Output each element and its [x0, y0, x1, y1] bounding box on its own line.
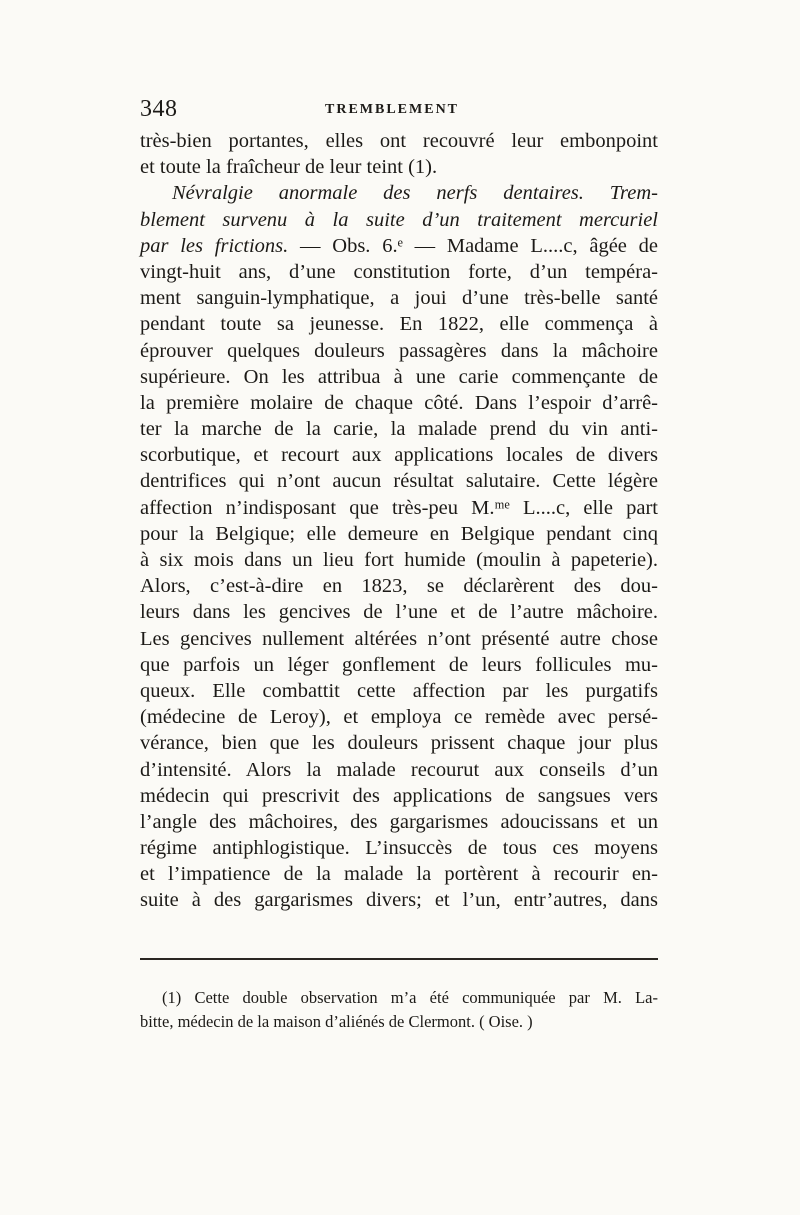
text-line: pour la Belgique; elle demeure en Belgique pendant cinq [140, 522, 658, 545]
section-heading-line: blement survenu à la suite d’un traitement mercuriel [140, 208, 658, 231]
text-line: régime antiphlogistique. L’insuccès de tous ces moyens [140, 837, 658, 860]
text-line: pendant toute sa jeunesse. En 1822, elle commença à [140, 313, 658, 336]
text-line: l’angle des mâchoires, des gargarismes adoucissans et un [140, 810, 658, 833]
heading-rest: — Obs. 6.ᵉ — Madame L....c, âgée de [288, 234, 658, 257]
text-line: supérieure. On les attribua à une carie commençante de [140, 365, 658, 388]
text-line: que parfois un léger gonflement de leurs follicules mu- [140, 653, 658, 676]
text-line: suite à des gargarismes divers; et l’un, entr’autres, dans [140, 889, 658, 912]
text-line: d’intensité. Alors la malade recourut aux conseils d’un [140, 758, 658, 781]
text-line: ter la marche de la carie, la malade prend du vin anti- [140, 418, 658, 441]
text-line: et toute la fraîcheur de leur teint (1). [140, 156, 438, 179]
text-line: la première molaire de chaque côté. Dans l’espoir d’arrê- [140, 391, 658, 414]
section-heading-line [140, 233, 658, 259]
section-heading-line: Névralgie anormale des nerfs dentaires. Trem- [172, 182, 658, 205]
body-text [140, 128, 658, 914]
heading-italic-part: par les frictions. [140, 234, 289, 257]
footnote-line: bitte, médecin de la maison d’aliénés de Clermont. ( Oise. ) [140, 1012, 533, 1031]
text-line: à six mois dans un lieu fort humide (moulin à papeterie). [140, 549, 658, 571]
page-number: 348 [140, 96, 178, 122]
text-line: ment sanguin-lymphatique, a joui d’une très-belle santé [140, 287, 658, 310]
text-line: dentrifices qui n’ont aucun résultat salutaire. Cette légère [140, 470, 658, 493]
footnote-line: (1) Cette double observation m’a été communiquée par M. La- [162, 988, 658, 1007]
text-line: Les gencives nullement altérées n’ont présenté autre chose [140, 627, 658, 650]
text-line: leurs dans les gencives de l’une et de l’autre mâchoire. [140, 601, 658, 624]
text-line: affection n’indisposant que très-peu M.ᵐᵉ L....c, elle part [140, 496, 658, 519]
text-line: (médecine de Leroy), et employa ce remède avec persé- [140, 706, 658, 729]
running-title: TREMBLEMENT [325, 102, 460, 117]
text-line: scorbutique, et recourt aux applications locales de divers [140, 444, 658, 467]
text-line: très-bien portantes, elles ont recouvré leur embonpoint [140, 130, 658, 152]
text-line: queux. Elle combattit cette affection par les purgatifs [140, 679, 658, 702]
page-header [140, 96, 660, 126]
text-line: et l’impatience de la malade la portèrent à recourir en- [140, 863, 658, 886]
text-line: vingt-huit ans, d’une constitution forte, d’un tempéra- [140, 260, 658, 283]
text-line: Alors, c’est-à-dire en 1823, se déclarèrent des dou- [140, 575, 658, 598]
footnote [140, 986, 658, 1034]
text-line: médecin qui prescrivit des applications de sangsues vers [140, 784, 658, 807]
text-line: vérance, bien que les douleurs prissent chaque jour plus [140, 732, 658, 755]
text-line: éprouver quelques douleurs passagères dans la mâchoire [140, 339, 658, 362]
footnote-divider [140, 958, 658, 960]
